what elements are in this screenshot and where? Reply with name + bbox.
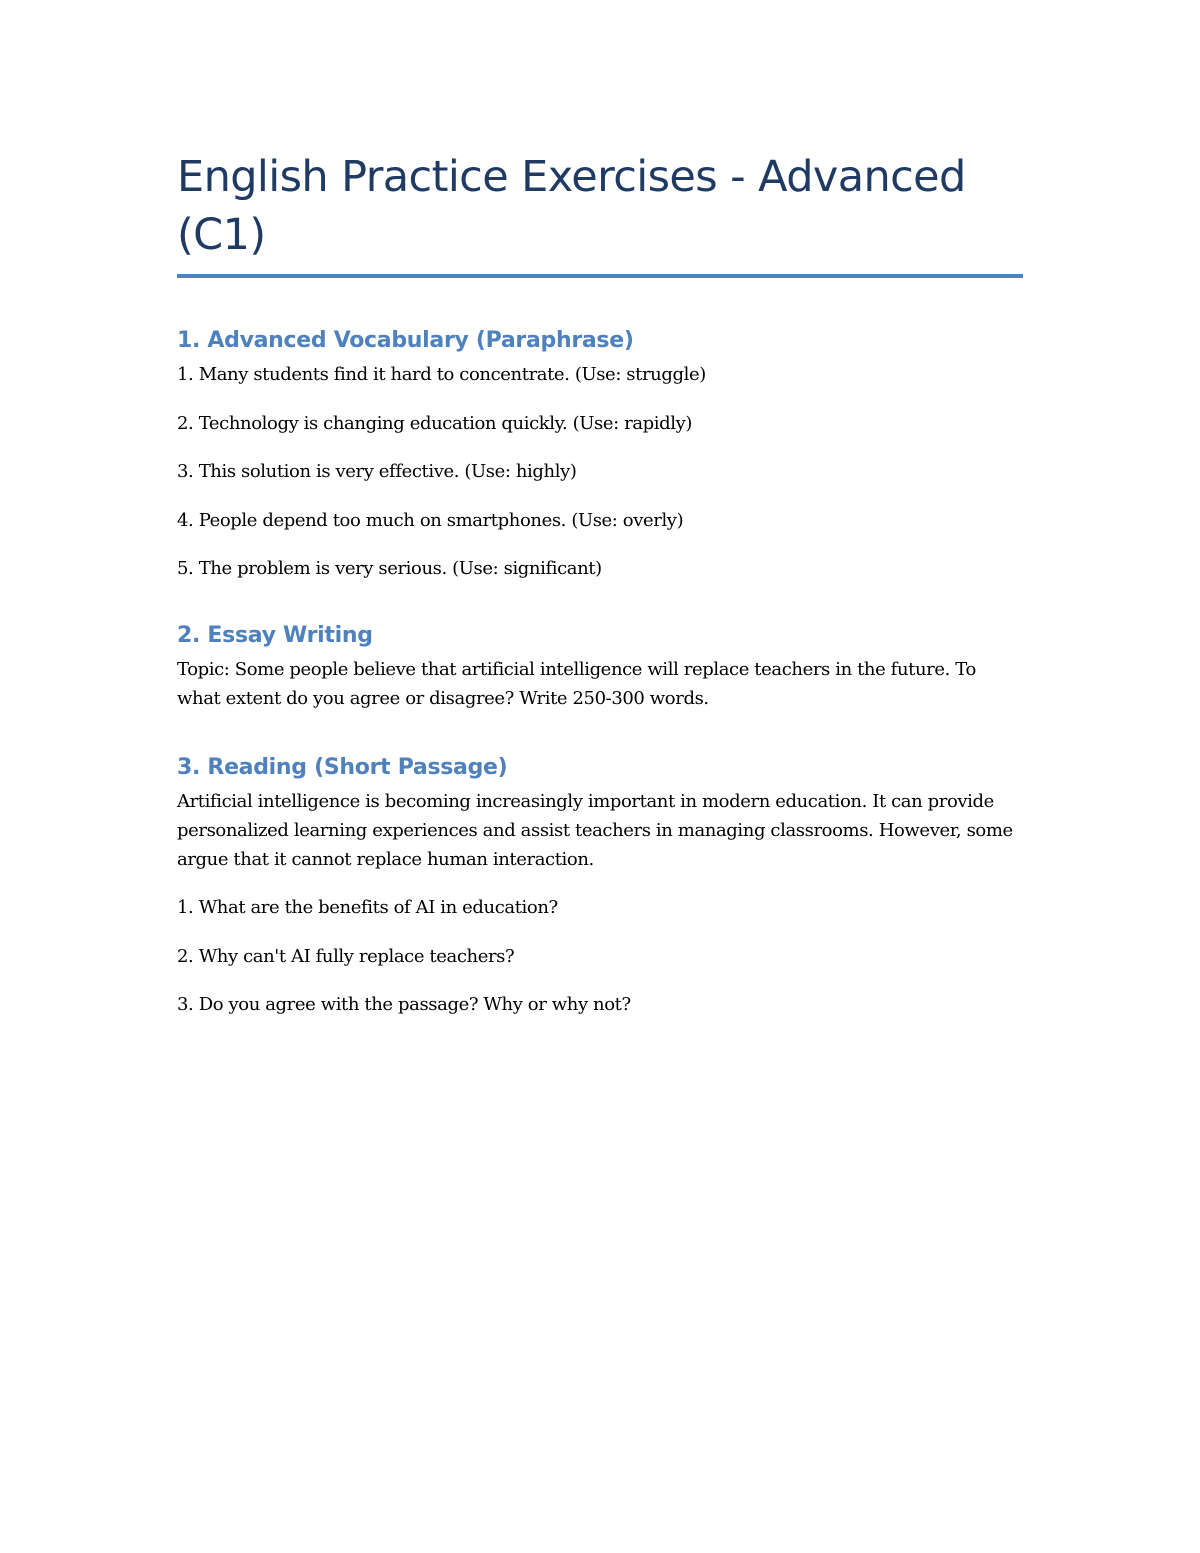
list-item: 3. This solution is very effective. (Use: highly)	[177, 461, 577, 482]
section-essay	[177, 621, 1023, 713]
section-reading	[177, 753, 1023, 1019]
essay-topic: Topic: Some people believe that artificial intelligence will replace teachers in the future. To what extent do you agree or disagree? Write 250-300 words.	[177, 659, 976, 709]
vocabulary-list	[177, 360, 1023, 583]
list-item: 2. Technology is changing education quickly. (Use: rapidly)	[177, 412, 693, 434]
list-item: 5. The problem is very serious. (Use: significant)	[177, 558, 602, 579]
document-content	[177, 140, 1023, 1019]
section-heading-essay: 2. Essay Writing	[177, 623, 373, 648]
title-divider	[177, 274, 1023, 278]
list-item: 2. Why can't AI fully replace teachers?	[177, 945, 515, 967]
list-item: 4. People depend too much on smartphones. (Use: overly)	[177, 509, 684, 531]
list-item: 1. Many students find it hard to concentrate. (Use: struggle)	[177, 364, 706, 385]
reading-questions	[177, 893, 1023, 1019]
document-title: English Practice Exercises - Advanced (C1)	[177, 152, 966, 260]
list-item: 1. What are the benefits of AI in education?	[177, 897, 558, 918]
list-item: 3. Do you agree with the passage? Why or why not?	[177, 994, 631, 1015]
reading-passage: Artificial intelligence is becoming increasingly important in modern education. It can provide personalized learning experiences and assist teachers in managing classrooms. However, some argue that it cannot replace human interaction.	[177, 791, 1013, 870]
section-heading-vocabulary: 1. Advanced Vocabulary (Paraphrase)	[177, 328, 634, 353]
section-vocabulary	[177, 326, 1023, 583]
section-heading-reading: 3. Reading (Short Passage)	[177, 755, 508, 780]
